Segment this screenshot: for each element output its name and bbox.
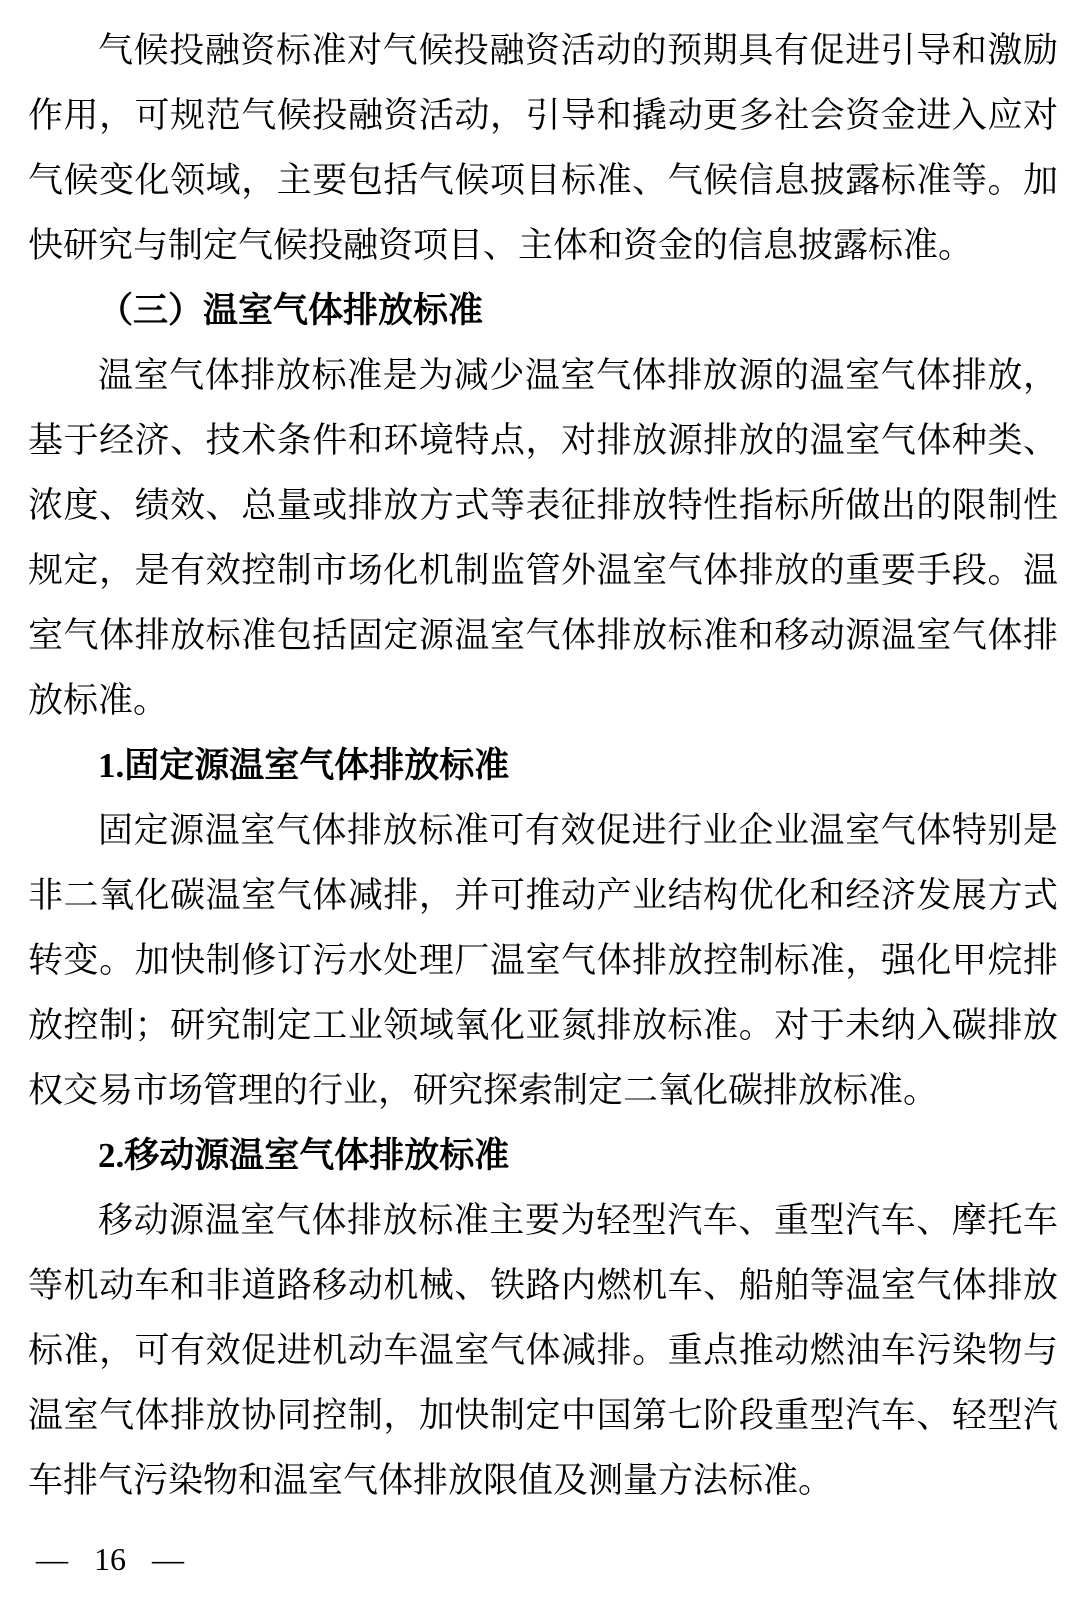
footer-left-dash: —	[36, 1541, 68, 1577]
section-heading-greenhouse-gas-emission-standards: （三）温室气体排放标准	[98, 291, 484, 330]
subsection-heading-mobile-source-standards: 2.移动源温室气体排放标准	[98, 1136, 510, 1175]
paragraph-climate-investment-standards: 气候投融资标准对气候投融资活动的预期具有促进引导和激励作用，可规范气候投融资活动，引导和撬动更多社会资金进入应对气候变化领域，主要包括气候项目标准、气候信息披露标准等。加快研究与制定气候投融资项目、主体和资金的信息披露标准。	[28, 31, 1058, 265]
page-number: 16	[94, 1541, 126, 1577]
document-body	[28, 18, 1058, 1513]
page-footer	[28, 1539, 1058, 1579]
paragraph-ghg-standard-definition: 温室气体排放标准是为减少温室气体排放源的温室气体排放，基于经济、技术条件和环境特点，对排放源排放的温室气体种类、浓度、绩效、总量或排放方式等表征排放特性指标所做出的限制性规定，是有效控制市场化机制监管外温室气体排放的重要手段。温室气体排放标准包括固定源温室气体排放标准和移动源温室气体排放标准。	[28, 356, 1058, 720]
footer-right-dash: —	[152, 1541, 184, 1577]
paragraph-mobile-source-standards: 移动源温室气体排放标准主要为轻型汽车、重型汽车、摩托车等机动车和非道路移动机械、铁路内燃机车、船舶等温室气体排放标准，可有效促进机动车温室气体减排。重点推动燃油车污染物与温室气体排放协同控制，加快制定中国第七阶段重型汽车、轻型汽车排气污染物和温室气体排放限值及测量方法标准。	[28, 1201, 1058, 1500]
paragraph-fixed-source-standards: 固定源温室气体排放标准可有效促进行业企业温室气体特别是非二氧化碳温室气体减排，并可推动产业结构优化和经济发展方式转变。加快制修订污水处理厂温室气体排放控制标准，强化甲烷排放控制；研究制定工业领域氧化亚氮排放标准。对于未纳入碳排放权交易市场管理的行业，研究探索制定二氧化碳排放标准。	[28, 811, 1058, 1110]
subsection-heading-fixed-source-standards: 1.固定源温室气体排放标准	[98, 746, 510, 785]
